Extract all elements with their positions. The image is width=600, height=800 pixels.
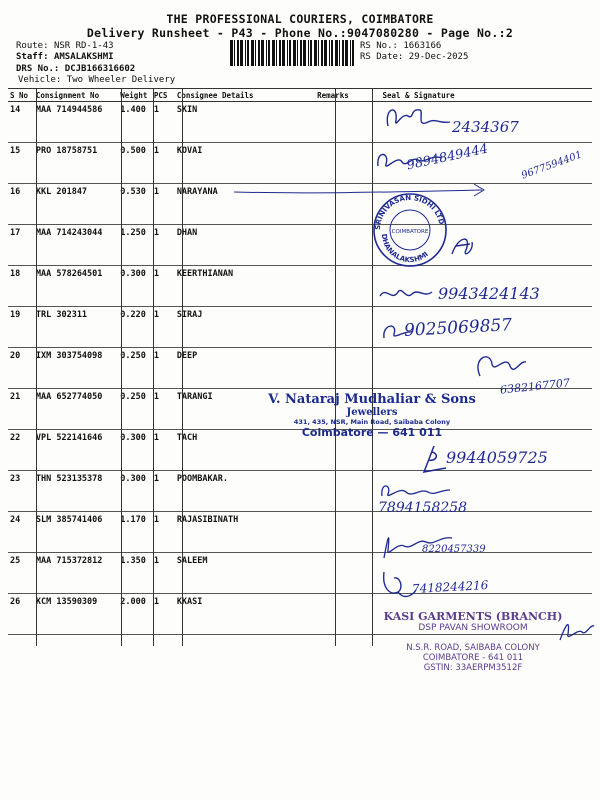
cell-weight: 0.300	[118, 430, 152, 471]
cell-weight: 0.300	[118, 266, 152, 307]
barcode-bar	[289, 40, 291, 66]
stamp-line: V. Nataraj Mudhaliar & Sons	[268, 392, 476, 407]
table-row	[8, 471, 592, 512]
barcode-bar	[321, 40, 323, 66]
cell-sno: 22	[8, 430, 34, 471]
handwritten-phone: 9677594401	[520, 149, 584, 182]
signature-23	[376, 478, 466, 502]
drs-label: DRS No.:	[16, 64, 60, 74]
barcode-bar	[329, 40, 330, 66]
cell-consignment: SLM 385741406	[34, 512, 118, 553]
barcode-bar	[247, 40, 249, 66]
cell-pcs: 1	[152, 143, 175, 184]
barcode-bar	[318, 40, 319, 66]
stamp-line: Coimbatore — 641 011	[301, 426, 443, 439]
barcode-bar	[272, 40, 275, 66]
stamp-line: COIMBATORE - 641 011	[422, 653, 524, 663]
barcode-bar	[331, 40, 333, 66]
barcode-bar	[258, 40, 260, 66]
divider	[153, 88, 154, 646]
stamp-line: N.S.R. ROAD, SAIBABA COLONY	[406, 643, 540, 653]
divider	[36, 88, 37, 646]
cell-consignee: SIRAJ	[175, 307, 315, 348]
drs-value: DCJB166316602	[64, 64, 136, 74]
cell-pcs: 1	[152, 307, 175, 348]
cell-consignment: MAA 714243044	[34, 225, 118, 266]
svg-text:DHANALAKSHMI	[380, 233, 430, 264]
handwritten-phone: 7894158258	[378, 500, 468, 516]
cell-consignee: NARAYANA	[175, 184, 315, 225]
divider	[335, 88, 336, 646]
garments-stamp	[368, 610, 578, 673]
rs-no-value: 1663166	[403, 41, 442, 51]
rs-date-value: 29-Dec-2025	[408, 52, 469, 62]
barcode-bar	[287, 40, 288, 66]
cell-weight: 2.000	[118, 594, 152, 635]
cell-weight: 0.250	[118, 348, 152, 389]
handwritten-phone: 7418244216	[411, 578, 489, 596]
cell-weight: 0.250	[118, 389, 152, 430]
table-row	[8, 225, 592, 266]
stamp-line: 431, 435, NSR, Main Road, Saibaba Colony	[293, 418, 451, 426]
route-label: Route:	[16, 41, 49, 51]
cell-consignee: KOVAI	[175, 143, 315, 184]
stamp-line: GSTIN: 33AERPM3512F	[423, 663, 523, 673]
cell-pcs: 1	[152, 594, 175, 635]
cell-consignee: TARANGI	[175, 389, 315, 430]
barcode-bar	[268, 40, 270, 66]
cell-consignee: KKASI	[175, 594, 315, 635]
route-line	[16, 41, 114, 51]
staff-label: Staff:	[16, 52, 49, 62]
table-row	[8, 512, 592, 553]
cell-pcs: 1	[152, 348, 175, 389]
cell-consignee: SALEEM	[175, 553, 315, 594]
handwritten-phone: 9894849444	[405, 141, 490, 174]
barcode-bar	[266, 40, 267, 66]
col-sno: S No	[8, 89, 34, 102]
cell-consignment: MAA 714944586	[34, 102, 118, 143]
cell-weight: 1.250	[118, 225, 152, 266]
cell-sno: 17	[8, 225, 34, 266]
handwritten-phone: 8220457339	[422, 544, 486, 555]
cell-consignment: TRL 302311	[34, 307, 118, 348]
cell-consignee: POOMBAKAR.	[175, 471, 315, 512]
cell-consignment: MAA 715372812	[34, 553, 118, 594]
barcode-bar	[245, 40, 246, 66]
round-seal	[370, 190, 450, 270]
col-pcs: PCS	[152, 89, 175, 102]
company-name: THE PROFESSIONAL COURIERS, COIMBATORE	[166, 12, 434, 26]
runsheet-title: Delivery Runsheet - P43 - Phone No.:9047080280 - Page No.:2	[86, 26, 514, 40]
cell-sno: 23	[8, 471, 34, 512]
cell-sno: 20	[8, 348, 34, 389]
signature-14	[380, 102, 460, 134]
table-row	[8, 143, 592, 184]
col-remarks: Remarks	[315, 89, 354, 102]
barcode-bar	[308, 40, 309, 66]
cell-consignment: KKL 201847	[34, 184, 118, 225]
route-value: NSR RD-1-43	[53, 41, 114, 51]
cell-weight: 0.300	[118, 471, 152, 512]
stamp-line: KASI GARMENTS (BRANCH)	[383, 610, 563, 623]
rs-no-label: RS No.:	[360, 41, 398, 51]
cell-sno: 15	[8, 143, 34, 184]
col-consignment: Consignment No	[34, 89, 118, 102]
barcode-bar	[297, 40, 298, 66]
barcode-bar	[300, 40, 302, 66]
cell-sno: 25	[8, 553, 34, 594]
vehicle-line	[18, 75, 175, 85]
cell-consignment: THN 523135378	[34, 471, 118, 512]
cell-weight: 1.170	[118, 512, 152, 553]
barcode-bar	[230, 40, 233, 66]
barcode-bar	[335, 40, 338, 66]
signature-18	[376, 282, 446, 306]
barcode-bar	[240, 40, 243, 66]
cell-sno: 19	[8, 307, 34, 348]
cell-sno: 16	[8, 184, 34, 225]
cell-consignment: VPL 522141646	[34, 430, 118, 471]
barcode-bar	[251, 40, 254, 66]
cell-sno: 21	[8, 389, 34, 430]
cell-sno: 24	[8, 512, 34, 553]
divider	[182, 88, 183, 646]
barcode-bar	[293, 40, 296, 66]
table-row	[8, 553, 592, 594]
cell-weight: 0.530	[118, 184, 152, 225]
cell-consignee: DHAN	[175, 225, 315, 266]
barcode-bar	[234, 40, 235, 66]
cell-pcs: 1	[152, 471, 175, 512]
stamp-line: Jewellers	[346, 407, 398, 418]
handwritten-phone: 9943424143	[438, 284, 540, 303]
seal-bottom-text: DHANALAKSHMI	[379, 233, 430, 265]
staff-line	[16, 52, 114, 62]
cell-pcs: 1	[152, 512, 175, 553]
barcode-image	[230, 40, 358, 66]
seal-center-text: COIMBATORE	[391, 229, 429, 235]
cell-consignment: PRO 18758751	[34, 143, 118, 184]
barcode-bar	[342, 40, 344, 66]
cell-sno: 18	[8, 266, 34, 307]
col-signature: Seal & Signature	[354, 89, 592, 102]
handwritten-phone: 9025069857	[403, 315, 513, 341]
barcode-bar	[314, 40, 317, 66]
cell-pcs: 1	[152, 266, 175, 307]
table-header-row	[8, 89, 592, 102]
cell-sno: 14	[8, 102, 34, 143]
cell-consignee: TACH	[175, 430, 315, 471]
cell-pcs: 1	[152, 225, 175, 266]
barcode-bar	[282, 40, 285, 66]
col-consignee: Consignee Details	[175, 89, 315, 102]
cell-consignment: MAA 578264501	[34, 266, 118, 307]
barcode-bar	[255, 40, 256, 66]
barcode-bar	[237, 40, 239, 66]
cell-pcs: 1	[152, 102, 175, 143]
signature-17	[448, 232, 476, 260]
cell-consignee: DEEP	[175, 348, 315, 389]
cell-sno: 26	[8, 594, 34, 635]
vehicle-label: Vehicle:	[18, 75, 62, 85]
cell-weight: 1.350	[118, 553, 152, 594]
stamp-line: DSP PAVAN SHOWROOM	[418, 623, 528, 633]
cell-consignment: MAA 652774050	[34, 389, 118, 430]
barcode-bar	[324, 40, 327, 66]
rs-no-line	[360, 41, 441, 51]
cell-pcs: 1	[152, 430, 175, 471]
barcode-bar	[279, 40, 281, 66]
cell-weight: 0.500	[118, 143, 152, 184]
staff-value: AMSALAKSHMI	[53, 52, 114, 62]
handwritten-phone: 6382167707	[499, 376, 571, 397]
barcode-bar	[261, 40, 264, 66]
handwritten-phone: 2434367	[452, 118, 519, 136]
cell-pcs: 1	[152, 389, 175, 430]
svg-text:SRINIVASAN SIDHI LTD	[374, 194, 446, 230]
cell-weight: 0.220	[118, 307, 152, 348]
barcode-bar	[303, 40, 306, 66]
barcode-bar	[276, 40, 277, 66]
jeweller-stamp	[262, 392, 482, 439]
signature-20	[470, 348, 530, 382]
col-weight: Weight	[118, 89, 152, 102]
arrow-stroke	[232, 180, 502, 200]
divider	[121, 88, 122, 646]
cell-consignee: RAJASIBINATH	[175, 512, 315, 553]
cell-consignment: IXM 303754098	[34, 348, 118, 389]
barcode-bar	[310, 40, 312, 66]
cell-consignment: KCM 13590309	[34, 594, 118, 635]
handwritten-phone: 9944059725	[446, 448, 548, 467]
barcode-bar	[339, 40, 340, 66]
cell-pcs: 1	[152, 553, 175, 594]
rs-date-label: RS Date:	[360, 52, 404, 62]
barcode-bar	[352, 40, 354, 66]
cell-consignee: KEERTHIANAN	[175, 266, 315, 307]
cell-consignee: SKIN	[175, 102, 315, 143]
cell-pcs: 1	[152, 184, 175, 225]
rs-date-line	[360, 52, 468, 62]
barcode-bar	[345, 40, 348, 66]
drs-line	[16, 64, 135, 74]
seal-top-text: SRINIVASAN SIDHI LTD	[373, 193, 446, 231]
vehicle-value: Two Wheeler Delivery	[66, 75, 176, 85]
barcode-bar	[350, 40, 351, 66]
cell-weight: 1.400	[118, 102, 152, 143]
signature-26	[556, 614, 596, 644]
